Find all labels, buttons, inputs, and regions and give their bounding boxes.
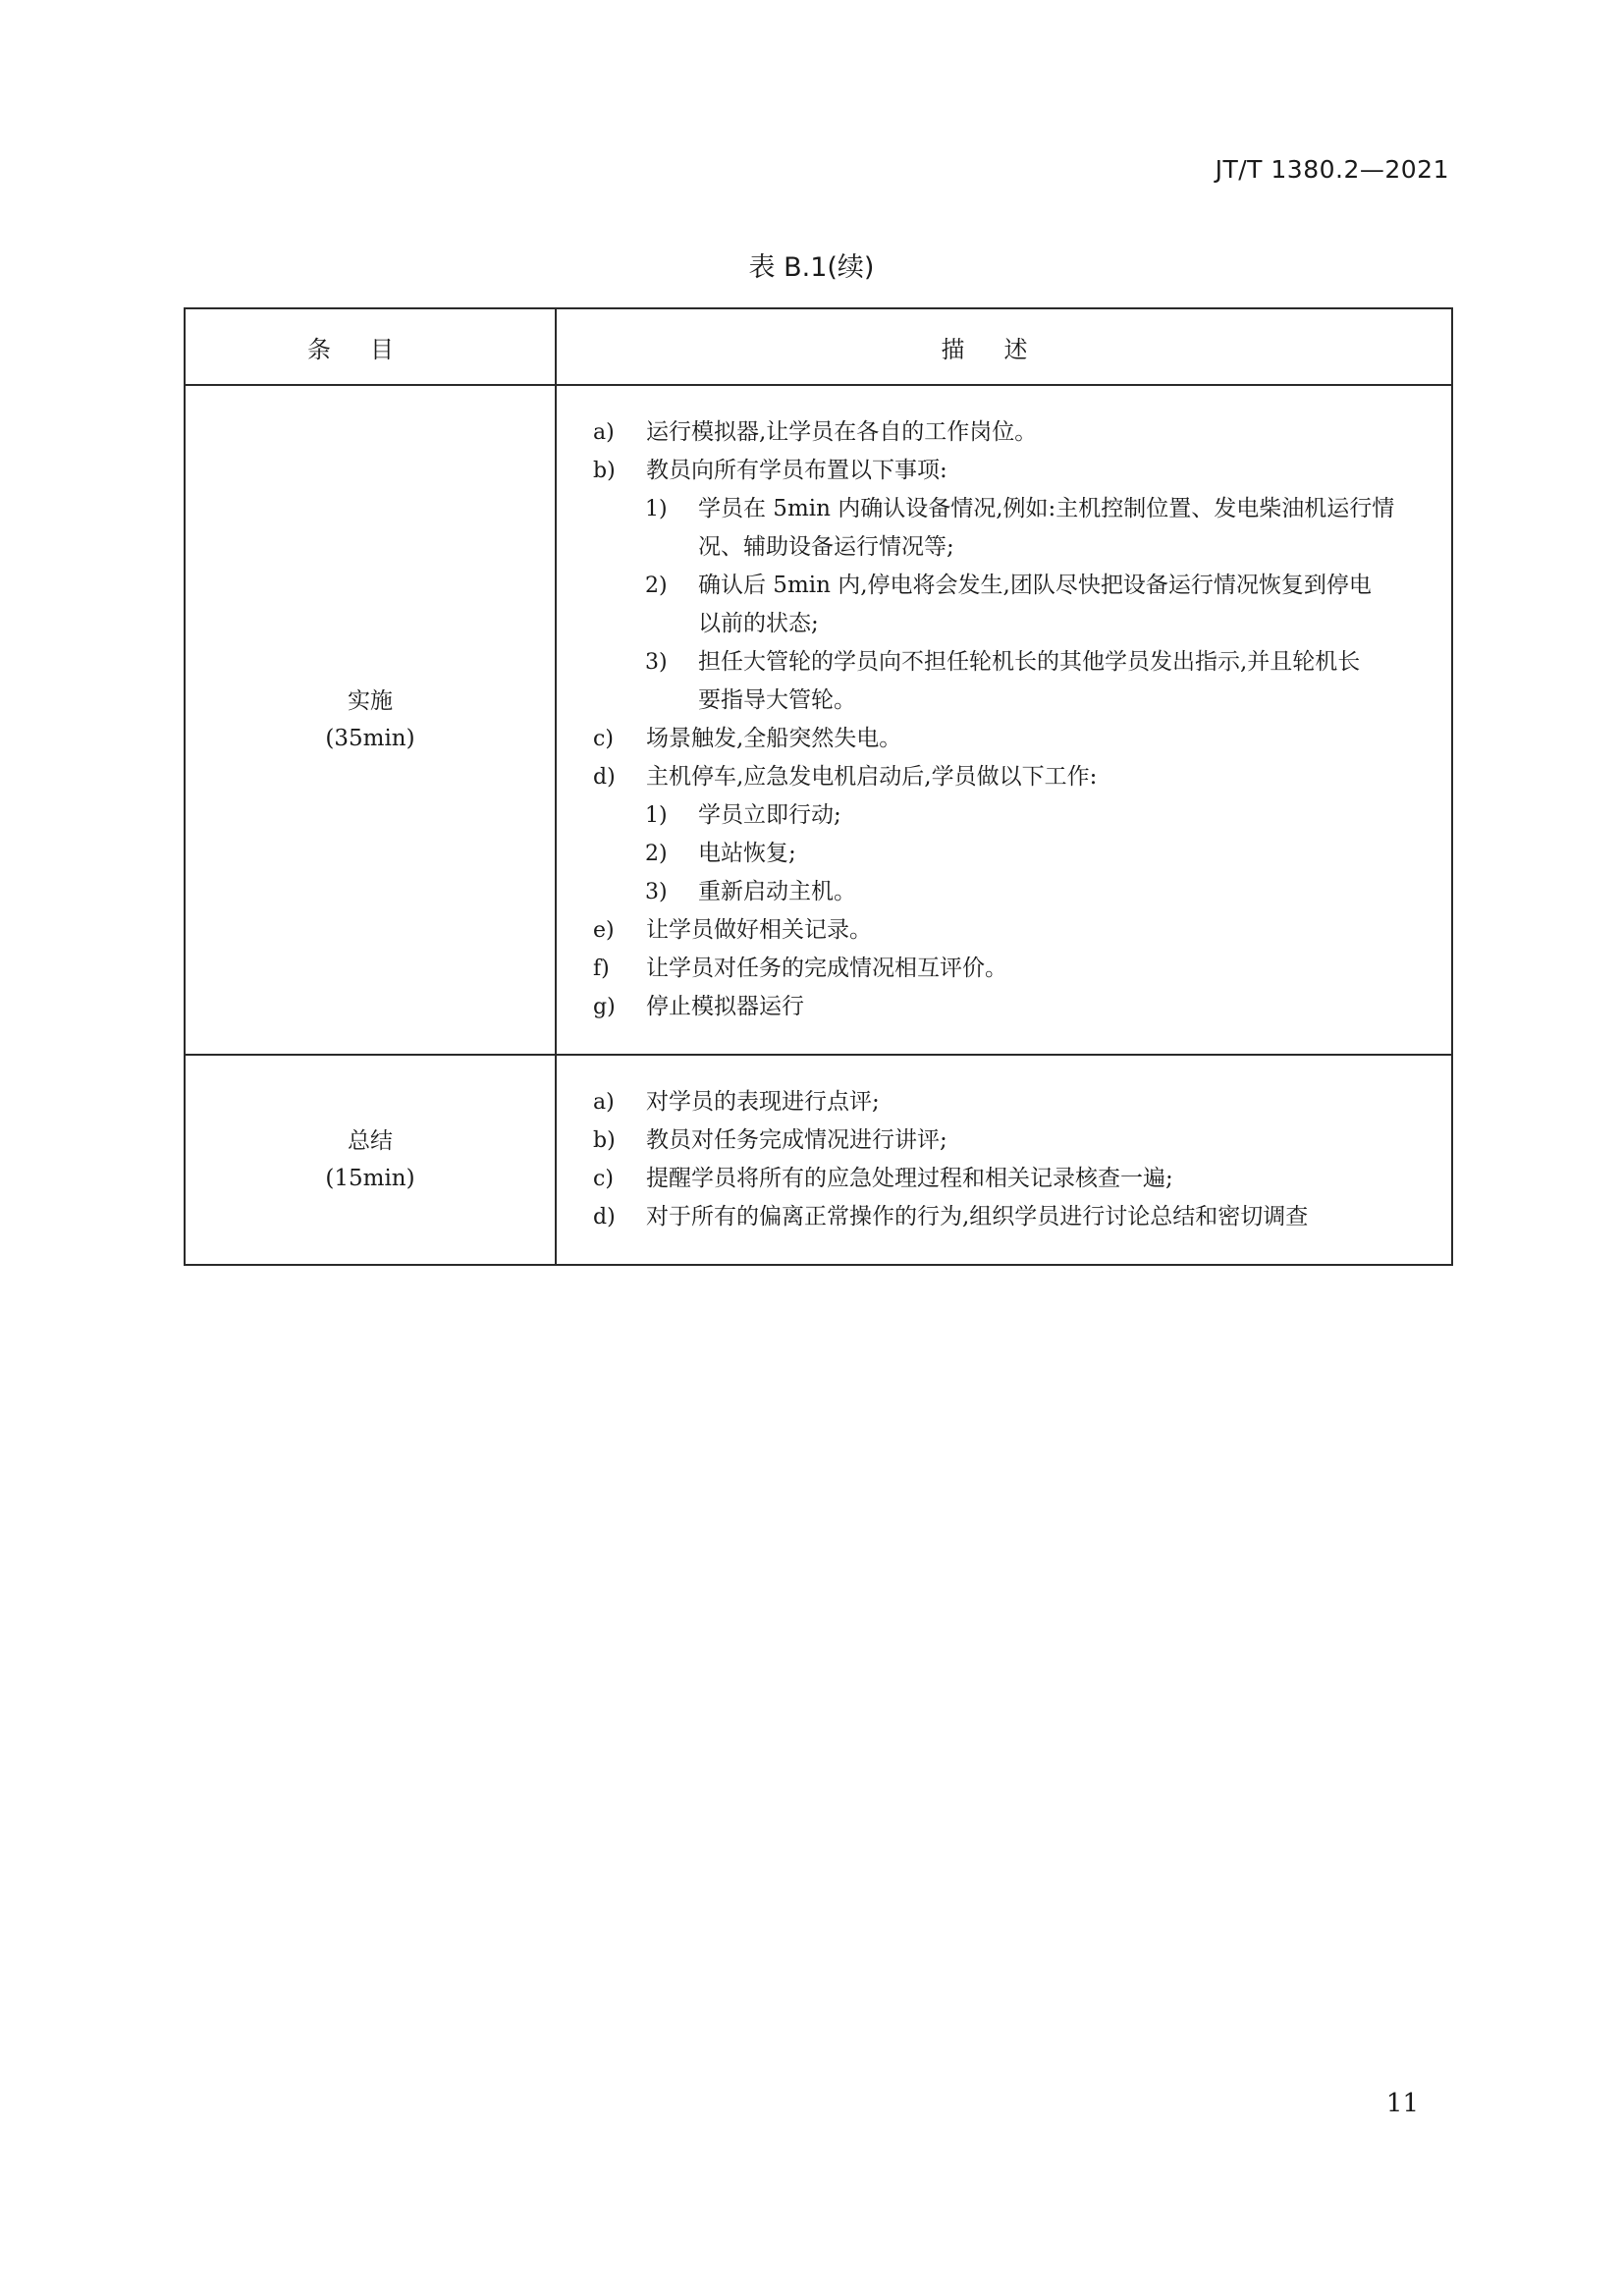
page-number: 11 [1385, 2089, 1419, 2118]
list-text: 场景触发,全船突然失电。 [646, 726, 902, 751]
list-item [557, 528, 1441, 567]
list-text: 确认后 5min 内,停电将会发生,团队尽快把设备运行情况恢复到停电 [698, 573, 1372, 598]
item-name: 总结 [348, 1128, 393, 1154]
list-text: 要指导大管轮。 [698, 687, 856, 713]
list-text: 教员向所有学员布置以下事项: [646, 458, 947, 483]
list-item [557, 796, 1441, 835]
list-marker: 1) [645, 497, 668, 521]
list-item [557, 758, 1441, 796]
list-text: 学员在 5min 内确认设备情况,例如:主机控制位置、发电柴油机运行情 [698, 496, 1395, 521]
list-item [557, 911, 1441, 950]
list-marker: 2) [645, 574, 668, 598]
table-title: 表 B.1(续) [748, 252, 875, 283]
list-text: 电站恢复; [698, 841, 796, 866]
list-item [557, 643, 1441, 682]
list-item [557, 452, 1441, 490]
list-marker: f) [593, 957, 610, 981]
list-item [557, 720, 1441, 758]
list-marker: b) [593, 459, 616, 483]
list-marker: d) [593, 1205, 616, 1230]
column-header-description: 描述 [556, 308, 1452, 385]
table-header-row [185, 308, 1452, 385]
list-item [557, 605, 1441, 643]
list-item [557, 1198, 1441, 1236]
list-text: 况、辅助设备运行情况等; [698, 534, 954, 560]
list-marker: c) [593, 727, 614, 751]
list-marker: b) [593, 1128, 616, 1153]
list-text: 担任大管轮的学员向不担任轮机长的其他学员发出指示,并且轮机长 [698, 649, 1361, 675]
list-text: 以前的状态; [698, 611, 819, 636]
list-marker: c) [593, 1167, 614, 1191]
list-text: 让学员做好相关记录。 [646, 917, 872, 943]
list-marker: e) [593, 918, 615, 943]
item-name: 实施 [348, 688, 393, 714]
description-cell [556, 1055, 1452, 1265]
list-item [557, 490, 1441, 528]
list-marker: 1) [645, 803, 668, 828]
list-item [557, 1160, 1441, 1198]
table-row [185, 1055, 1452, 1265]
list-item [557, 873, 1441, 911]
list-marker: 2) [645, 842, 668, 866]
table-row [185, 385, 1452, 1055]
list-text: 让学员对任务的完成情况相互评价。 [646, 956, 1007, 981]
list-text: 停止模拟器运行 [646, 994, 804, 1019]
list-item [557, 988, 1441, 1026]
list-item [557, 950, 1441, 988]
list-item [557, 682, 1441, 720]
list-marker: 3) [645, 650, 668, 675]
list-item [557, 567, 1441, 605]
spec-table [184, 307, 1453, 1266]
column-header-item: 条目 [185, 308, 556, 385]
item-duration: (35min) [325, 726, 415, 751]
description-cell [556, 385, 1452, 1055]
list-text: 教员对任务完成情况进行讲评; [646, 1127, 947, 1153]
item-cell [185, 385, 556, 1055]
list-marker: g) [593, 995, 616, 1019]
list-text: 主机停车,应急发电机启动后,学员做以下工作: [646, 764, 1098, 790]
list-marker: 3) [645, 880, 668, 904]
list-item [557, 413, 1441, 452]
list-item [557, 1083, 1441, 1121]
list-text: 运行模拟器,让学员在各自的工作岗位。 [646, 419, 1038, 445]
list-marker: a) [593, 420, 615, 445]
list-text: 学员立即行动; [698, 802, 841, 828]
list-text: 重新启动主机。 [698, 879, 856, 904]
standard-code: JT/T 1380.2—2021 [1215, 155, 1449, 184]
list-marker: d) [593, 765, 616, 790]
list-text: 对于所有的偏离正常操作的行为,组织学员进行讨论总结和密切调查 [646, 1204, 1309, 1230]
list-item [557, 835, 1441, 873]
list-marker: a) [593, 1090, 615, 1115]
item-duration: (15min) [325, 1166, 415, 1191]
item-cell [185, 1055, 556, 1265]
list-text: 提醒学员将所有的应急处理过程和相关记录核查一遍; [646, 1166, 1173, 1191]
list-text: 对学员的表现进行点评; [646, 1089, 880, 1115]
list-item [557, 1121, 1441, 1160]
